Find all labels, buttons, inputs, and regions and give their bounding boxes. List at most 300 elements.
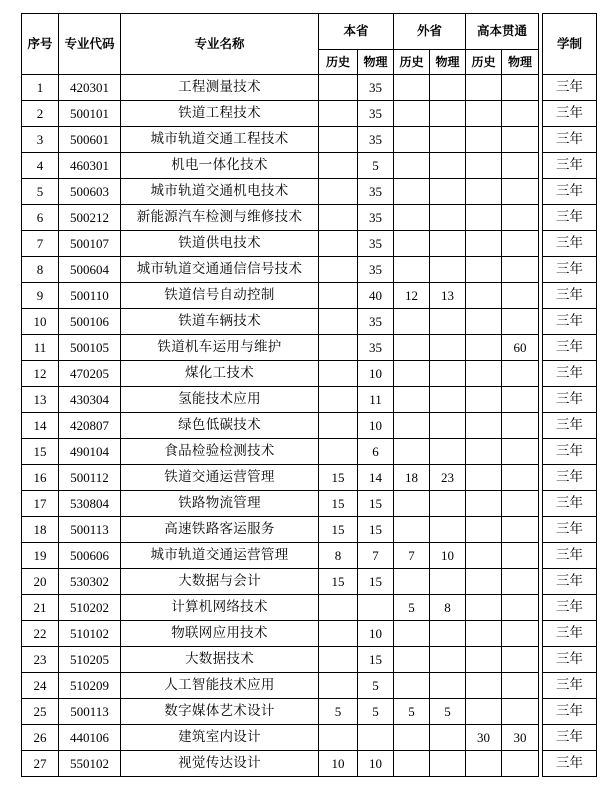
cell-voc-history [466, 595, 502, 621]
cell-name: 城市轨道交通通信信号技术 [121, 257, 319, 283]
cell-out-physics: 13 [430, 283, 466, 309]
cell-out-history: 12 [394, 283, 430, 309]
cell-voc-physics: 30 [502, 725, 539, 751]
header-out-physics: 物理 [430, 50, 466, 75]
cell-in-history [319, 153, 358, 179]
cell-in-history: 8 [319, 543, 358, 569]
cell-name: 氢能技术应用 [121, 387, 319, 413]
cell-name: 大数据技术 [121, 647, 319, 673]
cell-index: 4 [22, 153, 59, 179]
cell-out-physics [430, 231, 466, 257]
cell-voc-physics [502, 543, 539, 569]
cell-out-history [394, 725, 430, 751]
cell-out-physics [430, 491, 466, 517]
table-row [22, 517, 597, 543]
cell-in-history: 5 [319, 699, 358, 725]
header-out-history: 历史 [394, 50, 430, 75]
cell-name: 城市轨道交通机电技术 [121, 179, 319, 205]
cell-duration: 三年 [543, 413, 597, 439]
cell-index: 1 [22, 75, 59, 101]
cell-voc-history [466, 283, 502, 309]
cell-code: 500105 [59, 335, 121, 361]
cell-index: 3 [22, 127, 59, 153]
cell-voc-physics [502, 751, 539, 777]
header-code: 专业代码 [59, 14, 121, 75]
cell-index: 10 [22, 309, 59, 335]
table-row [22, 361, 597, 387]
cell-in-physics: 10 [358, 361, 394, 387]
cell-out-history [394, 127, 430, 153]
cell-voc-history [466, 75, 502, 101]
cell-code: 490104 [59, 439, 121, 465]
cell-name: 工程测量技术 [121, 75, 319, 101]
cell-name: 机电一体化技术 [121, 153, 319, 179]
cell-voc-physics [502, 491, 539, 517]
cell-out-history [394, 257, 430, 283]
cell-in-physics: 40 [358, 283, 394, 309]
cell-out-physics: 8 [430, 595, 466, 621]
table-row [22, 75, 597, 101]
cell-name: 城市轨道交通运营管理 [121, 543, 319, 569]
cell-index: 8 [22, 257, 59, 283]
cell-in-physics: 35 [358, 335, 394, 361]
table-row [22, 569, 597, 595]
cell-in-history [319, 205, 358, 231]
cell-voc-history [466, 699, 502, 725]
cell-in-history [319, 595, 358, 621]
cell-voc-physics [502, 257, 539, 283]
cell-voc-physics [502, 595, 539, 621]
cell-duration: 三年 [543, 621, 597, 647]
cell-out-history [394, 153, 430, 179]
cell-voc-history [466, 517, 502, 543]
header-vocational: 高本贯通 [466, 14, 539, 50]
cell-voc-history [466, 127, 502, 153]
cell-in-history: 15 [319, 491, 358, 517]
cell-index: 27 [22, 751, 59, 777]
cell-in-history [319, 335, 358, 361]
cell-out-history [394, 621, 430, 647]
cell-duration: 三年 [543, 75, 597, 101]
cell-voc-history [466, 153, 502, 179]
header-name: 专业名称 [121, 14, 319, 75]
cell-voc-physics [502, 387, 539, 413]
cell-in-physics [358, 725, 394, 751]
cell-out-history: 7 [394, 543, 430, 569]
table-row [22, 595, 597, 621]
cell-voc-history [466, 465, 502, 491]
cell-voc-physics [502, 101, 539, 127]
cell-out-physics [430, 361, 466, 387]
cell-out-history [394, 75, 430, 101]
cell-index: 14 [22, 413, 59, 439]
cell-out-history [394, 179, 430, 205]
cell-voc-physics [502, 75, 539, 101]
cell-out-physics [430, 621, 466, 647]
cell-out-history [394, 413, 430, 439]
cell-in-history [319, 725, 358, 751]
cell-out-history [394, 101, 430, 127]
cell-index: 17 [22, 491, 59, 517]
cell-index: 24 [22, 673, 59, 699]
cell-in-physics: 10 [358, 621, 394, 647]
cell-in-physics: 5 [358, 153, 394, 179]
cell-voc-history [466, 361, 502, 387]
cell-duration: 三年 [543, 543, 597, 569]
cell-code: 530804 [59, 491, 121, 517]
cell-out-physics [430, 75, 466, 101]
cell-code: 500106 [59, 309, 121, 335]
cell-out-physics [430, 569, 466, 595]
cell-index: 23 [22, 647, 59, 673]
cell-code: 460301 [59, 153, 121, 179]
cell-out-physics [430, 205, 466, 231]
cell-voc-physics [502, 465, 539, 491]
cell-duration: 三年 [543, 309, 597, 335]
cell-name: 建筑室内设计 [121, 725, 319, 751]
cell-index: 20 [22, 569, 59, 595]
cell-name: 数字媒体艺术设计 [121, 699, 319, 725]
cell-index: 2 [22, 101, 59, 127]
header-in-physics: 物理 [358, 50, 394, 75]
cell-in-history [319, 75, 358, 101]
cell-voc-physics [502, 621, 539, 647]
cell-out-physics [430, 647, 466, 673]
cell-out-physics: 23 [430, 465, 466, 491]
table-row [22, 621, 597, 647]
header-out-province: 外省 [394, 14, 466, 50]
cell-index: 15 [22, 439, 59, 465]
cell-code: 530302 [59, 569, 121, 595]
cell-duration: 三年 [543, 283, 597, 309]
cell-duration: 三年 [543, 439, 597, 465]
cell-index: 18 [22, 517, 59, 543]
cell-voc-physics [502, 153, 539, 179]
table-row [22, 127, 597, 153]
cell-in-history [319, 361, 358, 387]
header-index: 序号 [22, 14, 59, 75]
cell-in-history [319, 621, 358, 647]
cell-voc-history [466, 491, 502, 517]
cell-out-physics [430, 179, 466, 205]
cell-index: 12 [22, 361, 59, 387]
cell-out-history: 18 [394, 465, 430, 491]
cell-in-physics: 35 [358, 205, 394, 231]
cell-code: 500604 [59, 257, 121, 283]
cell-duration: 三年 [543, 335, 597, 361]
cell-index: 16 [22, 465, 59, 491]
table-row [22, 751, 597, 777]
cell-in-physics: 35 [358, 231, 394, 257]
cell-index: 6 [22, 205, 59, 231]
cell-in-history [319, 387, 358, 413]
cell-name: 铁道信号自动控制 [121, 283, 319, 309]
cell-out-history [394, 231, 430, 257]
cell-duration: 三年 [543, 465, 597, 491]
cell-duration: 三年 [543, 751, 597, 777]
cell-duration: 三年 [543, 647, 597, 673]
table-row [22, 283, 597, 309]
cell-out-physics [430, 413, 466, 439]
cell-in-physics: 5 [358, 673, 394, 699]
cell-voc-history [466, 647, 502, 673]
cell-out-physics: 10 [430, 543, 466, 569]
table-row [22, 413, 597, 439]
cell-voc-physics [502, 127, 539, 153]
table-row [22, 491, 597, 517]
table-row [22, 387, 597, 413]
cell-name: 食品检验检测技术 [121, 439, 319, 465]
cell-duration: 三年 [543, 153, 597, 179]
cell-voc-physics [502, 361, 539, 387]
table-row [22, 179, 597, 205]
cell-name: 铁道交通运营管理 [121, 465, 319, 491]
cell-code: 510209 [59, 673, 121, 699]
table-row [22, 257, 597, 283]
cell-out-physics: 5 [430, 699, 466, 725]
cell-out-physics [430, 335, 466, 361]
cell-name: 视觉传达设计 [121, 751, 319, 777]
table-row [22, 725, 597, 751]
cell-code: 510202 [59, 595, 121, 621]
cell-in-physics: 35 [358, 127, 394, 153]
cell-name: 人工智能技术应用 [121, 673, 319, 699]
cell-in-history [319, 127, 358, 153]
cell-name: 铁路物流管理 [121, 491, 319, 517]
cell-duration: 三年 [543, 101, 597, 127]
cell-duration: 三年 [543, 491, 597, 517]
cell-duration: 三年 [543, 673, 597, 699]
cell-out-history: 5 [394, 699, 430, 725]
cell-in-history: 15 [319, 517, 358, 543]
cell-in-physics: 35 [358, 257, 394, 283]
cell-in-physics: 35 [358, 179, 394, 205]
enrollment-plan-table [21, 13, 597, 777]
cell-in-physics: 35 [358, 75, 394, 101]
cell-in-physics: 15 [358, 569, 394, 595]
cell-in-history [319, 673, 358, 699]
cell-voc-physics [502, 179, 539, 205]
cell-out-history [394, 309, 430, 335]
table-row [22, 543, 597, 569]
cell-in-history [319, 439, 358, 465]
cell-duration: 三年 [543, 595, 597, 621]
cell-duration: 三年 [543, 569, 597, 595]
table-row [22, 101, 597, 127]
cell-duration: 三年 [543, 231, 597, 257]
cell-voc-physics [502, 231, 539, 257]
cell-name: 物联网应用技术 [121, 621, 319, 647]
cell-voc-history [466, 257, 502, 283]
cell-duration: 三年 [543, 361, 597, 387]
header-voc-history: 历史 [466, 50, 502, 75]
cell-voc-history [466, 231, 502, 257]
cell-voc-history [466, 335, 502, 361]
cell-in-history [319, 257, 358, 283]
cell-out-physics [430, 101, 466, 127]
header-voc-physics: 物理 [502, 50, 539, 75]
table-row [22, 205, 597, 231]
cell-name: 铁道供电技术 [121, 231, 319, 257]
cell-out-history [394, 439, 430, 465]
cell-index: 26 [22, 725, 59, 751]
cell-out-physics [430, 257, 466, 283]
table-row [22, 699, 597, 725]
cell-duration: 三年 [543, 179, 597, 205]
cell-in-physics: 14 [358, 465, 394, 491]
cell-voc-physics [502, 309, 539, 335]
cell-out-history [394, 361, 430, 387]
table-row [22, 153, 597, 179]
cell-out-physics [430, 751, 466, 777]
cell-index: 22 [22, 621, 59, 647]
cell-voc-history [466, 621, 502, 647]
cell-voc-history [466, 413, 502, 439]
cell-duration: 三年 [543, 127, 597, 153]
cell-voc-history [466, 673, 502, 699]
cell-out-history: 5 [394, 595, 430, 621]
cell-duration: 三年 [543, 257, 597, 283]
cell-duration: 三年 [543, 387, 597, 413]
header-in-province: 本省 [319, 14, 394, 50]
cell-code: 430304 [59, 387, 121, 413]
cell-in-history: 15 [319, 465, 358, 491]
cell-voc-physics [502, 647, 539, 673]
cell-in-physics [358, 595, 394, 621]
cell-in-history [319, 283, 358, 309]
cell-code: 420301 [59, 75, 121, 101]
cell-out-history [394, 335, 430, 361]
cell-in-physics: 6 [358, 439, 394, 465]
cell-code: 440106 [59, 725, 121, 751]
cell-voc-physics [502, 413, 539, 439]
cell-voc-physics [502, 569, 539, 595]
cell-voc-physics [502, 205, 539, 231]
cell-name: 计算机网络技术 [121, 595, 319, 621]
cell-name: 大数据与会计 [121, 569, 319, 595]
cell-out-history [394, 569, 430, 595]
cell-in-history [319, 231, 358, 257]
cell-code: 470205 [59, 361, 121, 387]
cell-in-history: 10 [319, 751, 358, 777]
cell-index: 7 [22, 231, 59, 257]
cell-voc-history [466, 439, 502, 465]
cell-code: 500606 [59, 543, 121, 569]
header-row-top [22, 14, 597, 50]
cell-code: 500112 [59, 465, 121, 491]
cell-out-physics [430, 673, 466, 699]
table-row [22, 335, 597, 361]
cell-name: 高速铁路客运服务 [121, 517, 319, 543]
cell-code: 510102 [59, 621, 121, 647]
cell-code: 500601 [59, 127, 121, 153]
cell-in-physics: 11 [358, 387, 394, 413]
cell-out-history [394, 491, 430, 517]
cell-out-history [394, 205, 430, 231]
cell-voc-physics [502, 699, 539, 725]
table-row [22, 309, 597, 335]
cell-in-physics: 10 [358, 751, 394, 777]
cell-code: 500603 [59, 179, 121, 205]
cell-code: 500113 [59, 517, 121, 543]
cell-voc-physics: 60 [502, 335, 539, 361]
cell-code: 500113 [59, 699, 121, 725]
cell-name: 城市轨道交通工程技术 [121, 127, 319, 153]
cell-in-history [319, 179, 358, 205]
cell-code: 510205 [59, 647, 121, 673]
cell-voc-history [466, 205, 502, 231]
cell-out-physics [430, 309, 466, 335]
cell-index: 13 [22, 387, 59, 413]
cell-voc-history [466, 179, 502, 205]
cell-voc-history [466, 543, 502, 569]
cell-duration: 三年 [543, 699, 597, 725]
cell-voc-physics [502, 283, 539, 309]
cell-index: 11 [22, 335, 59, 361]
cell-code: 500212 [59, 205, 121, 231]
cell-out-physics [430, 725, 466, 751]
header-duration: 学制 [543, 14, 597, 75]
cell-code: 500101 [59, 101, 121, 127]
cell-voc-physics [502, 517, 539, 543]
cell-out-history [394, 673, 430, 699]
cell-out-history [394, 647, 430, 673]
cell-in-physics: 5 [358, 699, 394, 725]
cell-in-physics: 7 [358, 543, 394, 569]
cell-name: 铁道工程技术 [121, 101, 319, 127]
cell-code: 500110 [59, 283, 121, 309]
cell-in-history [319, 413, 358, 439]
cell-index: 5 [22, 179, 59, 205]
cell-index: 9 [22, 283, 59, 309]
cell-voc-history [466, 751, 502, 777]
table-body [22, 75, 597, 777]
cell-voc-history [466, 309, 502, 335]
cell-name: 绿色低碳技术 [121, 413, 319, 439]
cell-voc-physics [502, 673, 539, 699]
cell-out-history [394, 517, 430, 543]
table-row [22, 231, 597, 257]
cell-voc-history: 30 [466, 725, 502, 751]
cell-code: 550102 [59, 751, 121, 777]
cell-in-history [319, 101, 358, 127]
table-row [22, 673, 597, 699]
cell-in-physics: 35 [358, 101, 394, 127]
table-row [22, 647, 597, 673]
cell-name: 铁道机车运用与维护 [121, 335, 319, 361]
cell-voc-history [466, 387, 502, 413]
cell-out-history [394, 387, 430, 413]
cell-duration: 三年 [543, 517, 597, 543]
cell-in-physics: 15 [358, 491, 394, 517]
cell-out-physics [430, 153, 466, 179]
cell-out-physics [430, 127, 466, 153]
cell-in-history [319, 647, 358, 673]
cell-voc-physics [502, 439, 539, 465]
header-in-history: 历史 [319, 50, 358, 75]
cell-in-physics: 35 [358, 309, 394, 335]
cell-name: 新能源汽车检测与维修技术 [121, 205, 319, 231]
cell-duration: 三年 [543, 725, 597, 751]
cell-out-physics [430, 387, 466, 413]
cell-name: 煤化工技术 [121, 361, 319, 387]
cell-voc-history [466, 569, 502, 595]
table-row [22, 465, 597, 491]
cell-in-physics: 15 [358, 647, 394, 673]
cell-duration: 三年 [543, 205, 597, 231]
cell-in-history [319, 309, 358, 335]
cell-in-history: 15 [319, 569, 358, 595]
